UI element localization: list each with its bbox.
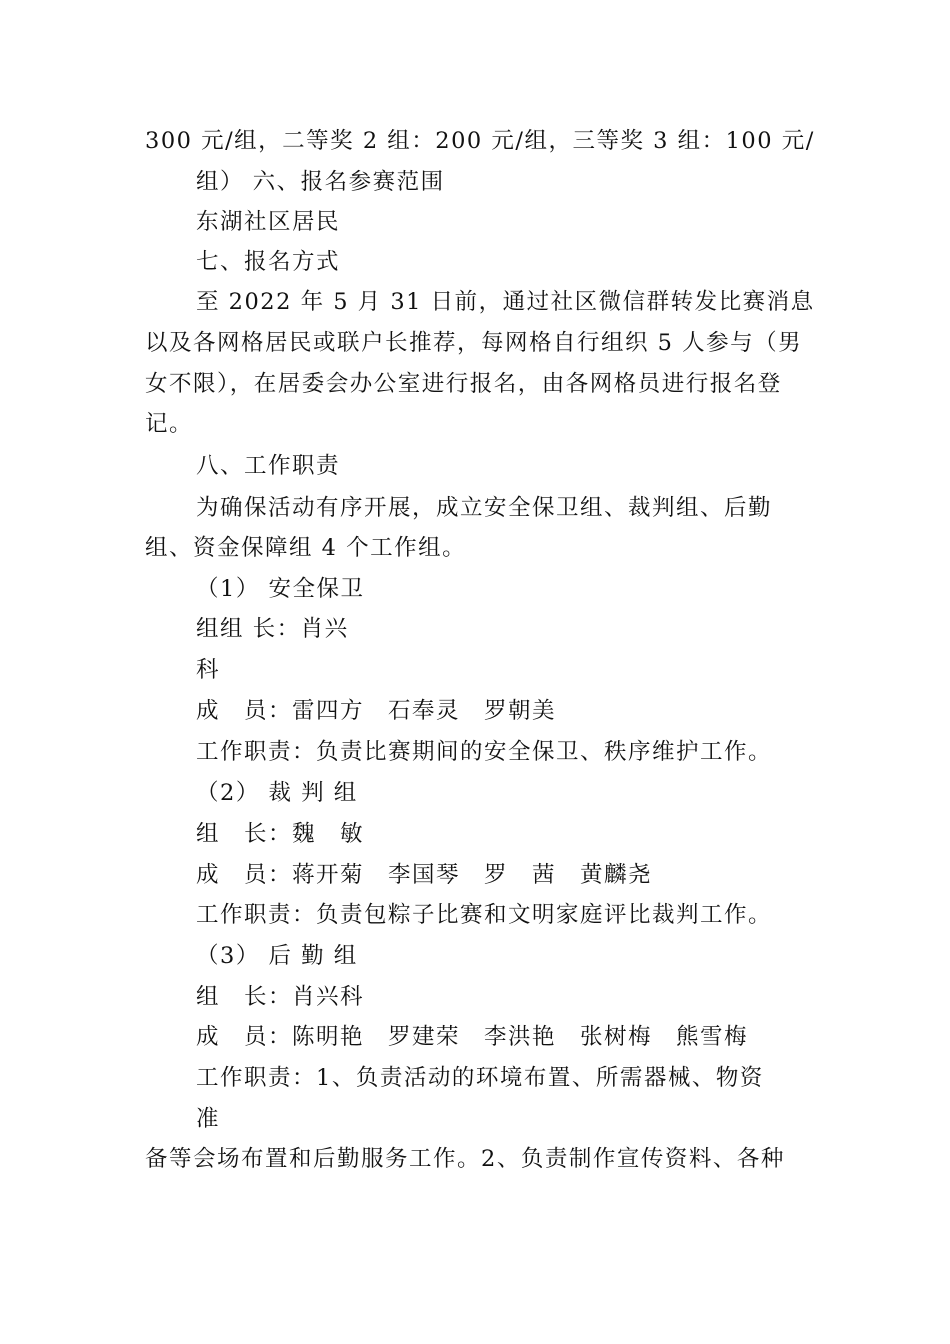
text-line-logistics-group-heading: （3） 后 勤 组 [196, 943, 358, 969]
text-line-referee-group-heading: （2） 裁 判 组 [196, 780, 358, 806]
text-line-logistics-duty-3: 备等会场布置和后勤服务工作。2、负责制作宣传资料、各种 [145, 1146, 785, 1172]
text-line-security-duty: 工作职责：负责比赛期间的安全保卫、秩序维护工作。 [196, 739, 773, 765]
text-line-groups-intro-2: 组、资金保障组 4 个工作组。 [145, 535, 467, 561]
text-line-registration-1: 至 2022 年 5 月 31 日前，通过社区微信群转发比赛消息 [196, 289, 815, 315]
text-line-logistics-leader: 组 长：肖兴科 [196, 984, 365, 1010]
text-line-section-six-heading: 组） 六、报名参赛范围 [196, 169, 445, 195]
text-line-section-seven-heading: 七、报名方式 [196, 249, 341, 275]
text-line-referee-duty: 工作职责：负责包粽子比赛和文明家庭评比裁判工作。 [196, 902, 773, 928]
text-line-logistics-duty-2: 准 [196, 1106, 221, 1132]
text-line-logistics-members: 成 员：陈明艳 罗建荣 李洪艳 张树梅 熊雪梅 [196, 1024, 749, 1050]
text-line-prize-amounts: 300 元/组，二等奖 2 组：200 元/组，三等奖 3 组：100 元/ [145, 128, 815, 154]
text-line-participants: 东湖社区居民 [196, 209, 341, 235]
text-line-section-eight-heading: 八、工作职责 [196, 453, 341, 479]
text-line-referee-leader: 组 长：魏 敏 [196, 821, 365, 847]
text-line-groups-intro-1: 为确保活动有序开展，成立安全保卫组、裁判组、后勤 [196, 495, 773, 521]
text-line-logistics-duty-1: 工作职责：1、负责活动的环境布置、所需器械、物资 [196, 1065, 764, 1091]
text-line-security-leader: 组组 长：肖兴 [196, 616, 349, 642]
text-line-referee-members: 成 员：蒋开菊 李国琴 罗 茜 黄麟尧 [196, 862, 653, 888]
text-line-security-members: 成 员：雷四方 石奉灵 罗朝美 [196, 698, 557, 724]
text-line-security-group-heading: （1） 安全保卫 [196, 576, 365, 602]
text-line-registration-3: 女不限），在居委会办公室进行报名，由各网格员进行报名登 [145, 371, 782, 397]
text-line-registration-2: 以及各网格居民或联户长推荐，每网格自行组织 5 人参与（男 [145, 330, 803, 356]
text-line-registration-4: 记。 [145, 411, 194, 437]
text-line-security-leader-cont: 科 [196, 657, 221, 683]
